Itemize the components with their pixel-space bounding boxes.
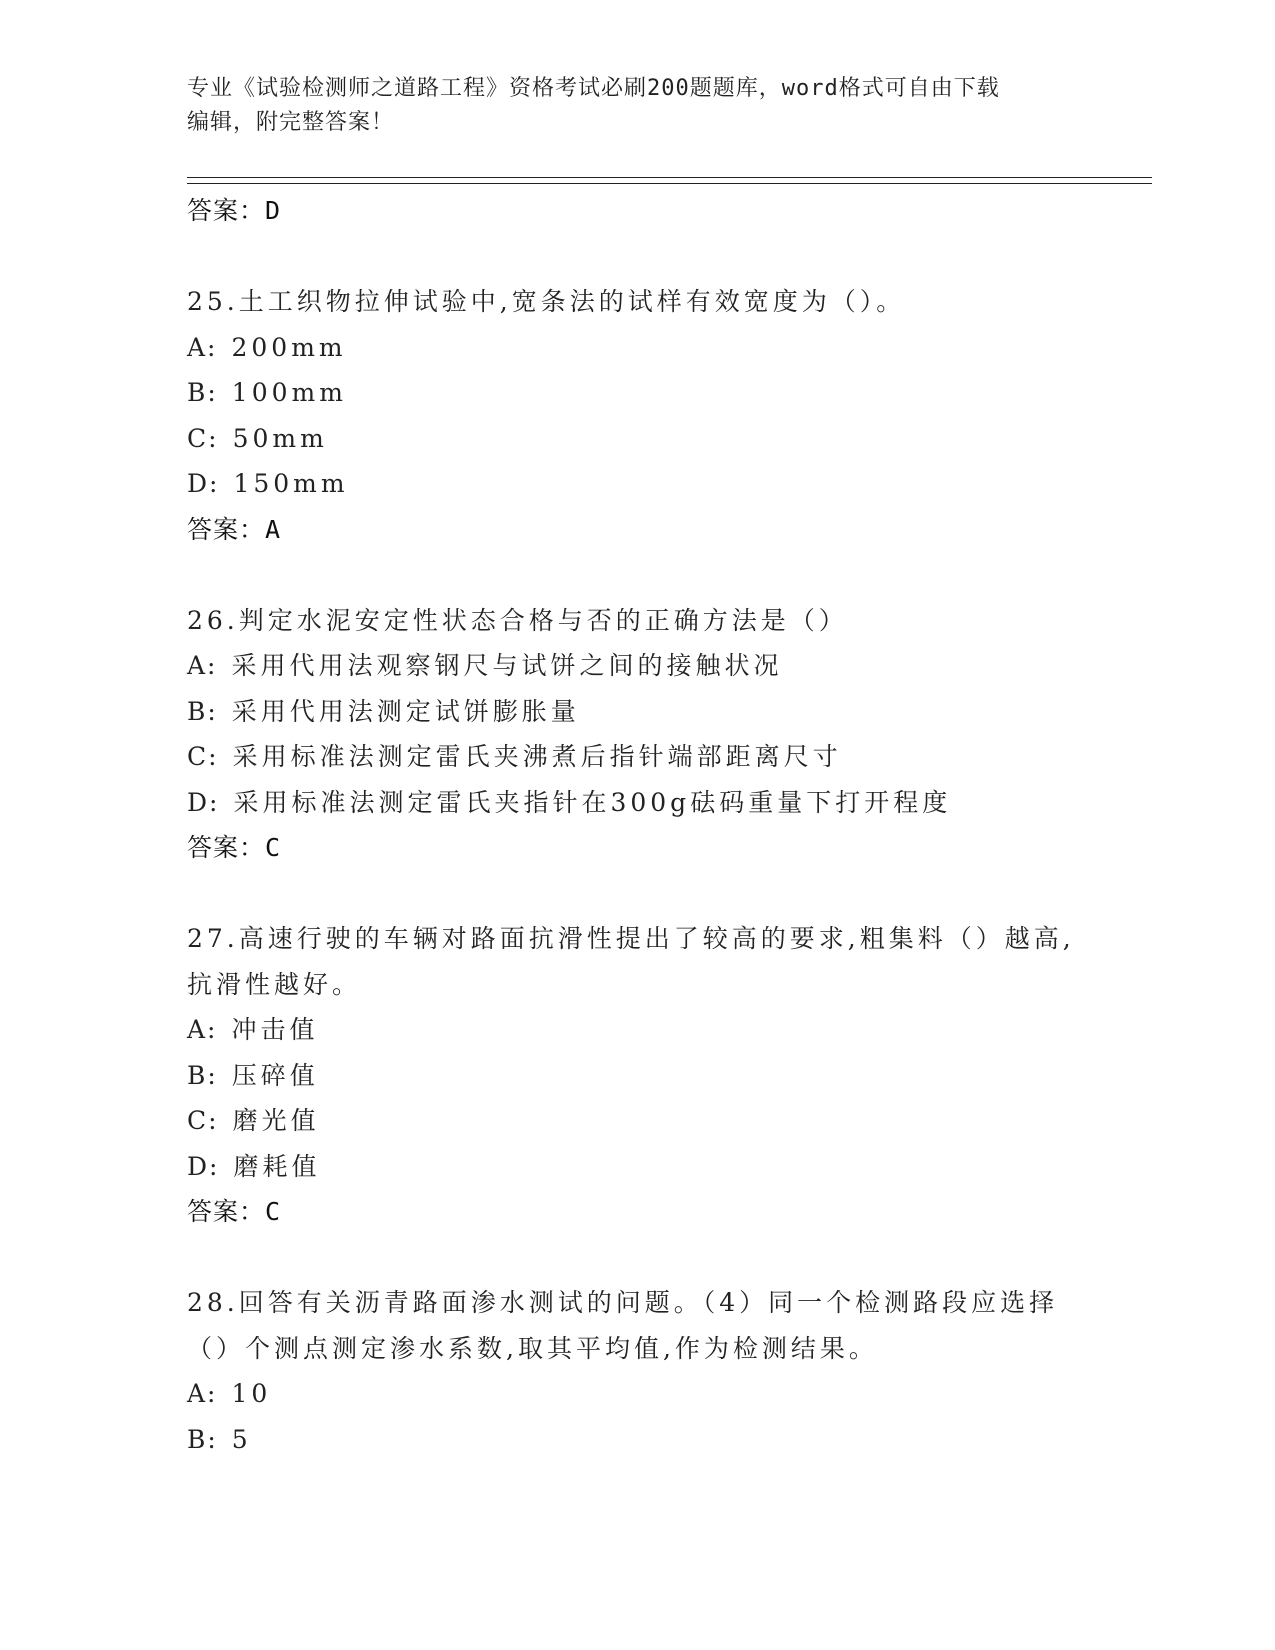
question-stem: 28.回答有关沥青路面渗水测试的问题。（4）同一个检测路段应选择 [187,1288,1059,1317]
option-line [187,1144,1087,1190]
header-line-1: 专业《试验检测师之道路工程》资格考试必刷200题题库，word格式可自由下载 [187,76,1000,101]
option-key: A: [187,651,218,680]
option-text: 采用标准法测定雷氏夹沸煮后指针端部距离尺寸 [232,742,842,771]
header-divider-bottom [187,183,1152,184]
option-key: A: [187,1015,218,1044]
answer-line: 答案：C [187,1197,282,1226]
spacer [187,234,1087,280]
option-key: D: [187,787,220,817]
option-line [187,370,1087,416]
page-header [187,72,1087,140]
option-key: A: [187,1379,218,1408]
option-text: 磨光值 [232,1106,320,1135]
option-text: 压碎值 [231,1060,319,1090]
question-block [187,1280,1087,1462]
header-divider-top [187,177,1152,178]
option-key: D: [187,469,220,498]
option-line [187,643,1087,689]
option-line [187,325,1087,371]
answer-line: 答案：C [187,833,282,862]
option-key: B: [187,1424,218,1454]
option-text: 150mm [233,469,349,498]
option-key: C: [187,423,219,453]
question-stem-continued: （）个测点测定渗水系数,取其平均值,作为检测结果。 [187,1333,878,1363]
option-text: 磨耗值 [233,1151,321,1181]
option-line [187,1371,1087,1417]
question-stem: 27.高速行驶的车辆对路面抗滑性提出了较高的要求,粗集料（）越高, [187,924,1075,953]
option-line [187,689,1087,735]
question-block [187,598,1087,871]
option-key: D: [187,1151,220,1181]
spacer [187,1235,1087,1281]
option-text: 采用代用法观察钢尺与试饼之间的接触状况 [231,651,783,680]
question-stem: 26.判定水泥安定性状态合格与否的正确方法是（） [187,605,848,635]
option-text: 200mm [231,332,347,362]
option-text: 采用标准法测定雷氏夹指针在300g砝码重量下打开程度 [233,787,952,817]
option-line [187,1417,1087,1463]
option-key: C: [187,1106,219,1135]
option-line [187,1098,1087,1144]
option-key: B: [187,1060,218,1090]
option-text: 5 [231,1424,252,1454]
question-list [187,188,1087,1462]
option-text: 冲击值 [231,1015,319,1044]
question-block [187,916,1087,1235]
option-key: B: [187,696,218,726]
option-text: 100mm [231,378,347,407]
spacer [187,552,1087,598]
question-block [187,279,1087,552]
option-line [187,416,1087,462]
option-line [187,1053,1087,1099]
question-stem: 25.土工织物拉伸试验中,宽条法的试样有效宽度为（）。 [187,287,906,316]
option-line [187,734,1087,780]
option-text: 10 [231,1379,272,1408]
option-key: C: [187,742,219,771]
header-line-2: 编辑，附完整答案！ [187,110,395,135]
option-line [187,780,1087,826]
option-text: 采用代用法测定试饼膨胀量 [231,696,580,726]
option-key: B: [187,378,218,407]
option-text: 50mm [232,423,328,453]
option-line [187,461,1087,507]
spacer [187,871,1087,917]
answer-line: 答案：A [187,514,282,544]
option-line [187,1007,1087,1053]
option-key: A: [187,332,218,362]
answer-line: 答案：D [187,196,282,225]
question-stem-continued: 抗滑性越好。 [187,969,362,999]
